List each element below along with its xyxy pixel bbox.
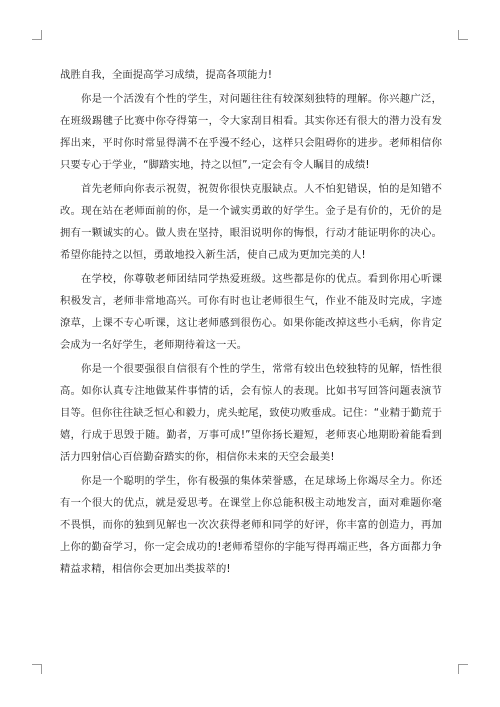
crop-mark-top-right	[458, 30, 468, 40]
document-body	[60, 64, 442, 580]
paragraph-1: 战胜自我，全面提高学习成绩，提高各项能力!	[60, 69, 273, 81]
paragraph-6: 你是一个聪明的学生，你有极强的集体荣誉感，在足球场上你竭尽全力。你还有一个很大的优点，就是爱思考。在课堂上你总能积极主动地发言，面对难题你毫不畏惧，而你的独到见解也一次次获得老师和同学的好评，你丰富的创造力，再加上你的勤奋学习，你一定会成功的!老师希望你的字能写得再端正些，各方面都力争精益求精，相信你会更加出类拔萃的!	[60, 475, 442, 575]
paragraph-5: 你是一个很要强很自信很有个性的学生，常常有较出色较独特的见解，悟性很高。如你认真专注地做某件事情的话，会有惊人的表现。比如书写回答问题表演节目等。但你往往缺乏恒心和毅力，虎头蛇尾，致使功败垂成。记住：“业精于勤荒于嬉，行成于思毁于随。勤者，万事可成!”望你扬长避短，老师衷心地期盼着能看到活力四射信心百倍勤奋踏实的你，相信你未来的天空会最美!	[60, 363, 442, 463]
paragraph-3: 首先老师向你表示祝贺，祝贺你很快克服缺点。人不怕犯错误，怕的是知错不改。现在站在老师面前的你，是一个诚实勇敢的好学生。金子是有价的，无价的是拥有一颗诚实的心。做人贵在坚持，眼泪说明你的悔恨，行动才能证明你的决心。希望你能持之以恒，勇敢地投入新生活，使自己成为更加完美的人!	[60, 183, 442, 261]
paragraph-2: 你是一个活泼有个性的学生，对问题往往有较深刻独特的理解。你兴趣广泛，在班级踢毽子比赛中你夺得第一，令大家刮目相看。其实你还有很大的潜力没有发挥出来，平时你时常显得满不在乎漫不经心，这样只会阻碍你的进步。老师相信你只要专心于学业，“脚踏实地，持之以恒”,一定会有令人瞩目的成绩!	[60, 93, 442, 171]
paragraph-4: 在学校，你尊敬老师团结同学热爱班级。这些都是你的优点。看到你用心听课积极发言，老师非常地高兴。可你有时也让老师很生气，作业不能及时完成，字迹潦草，上课不专心听课，这让老师感到很伤心。如果你能改掉这些小毛病，你肯定会成为一名好学生，老师期待着这一天。	[60, 273, 442, 351]
crop-mark-bottom-left	[32, 664, 42, 674]
crop-mark-bottom-right	[458, 664, 468, 674]
crop-mark-top-left	[32, 30, 42, 40]
